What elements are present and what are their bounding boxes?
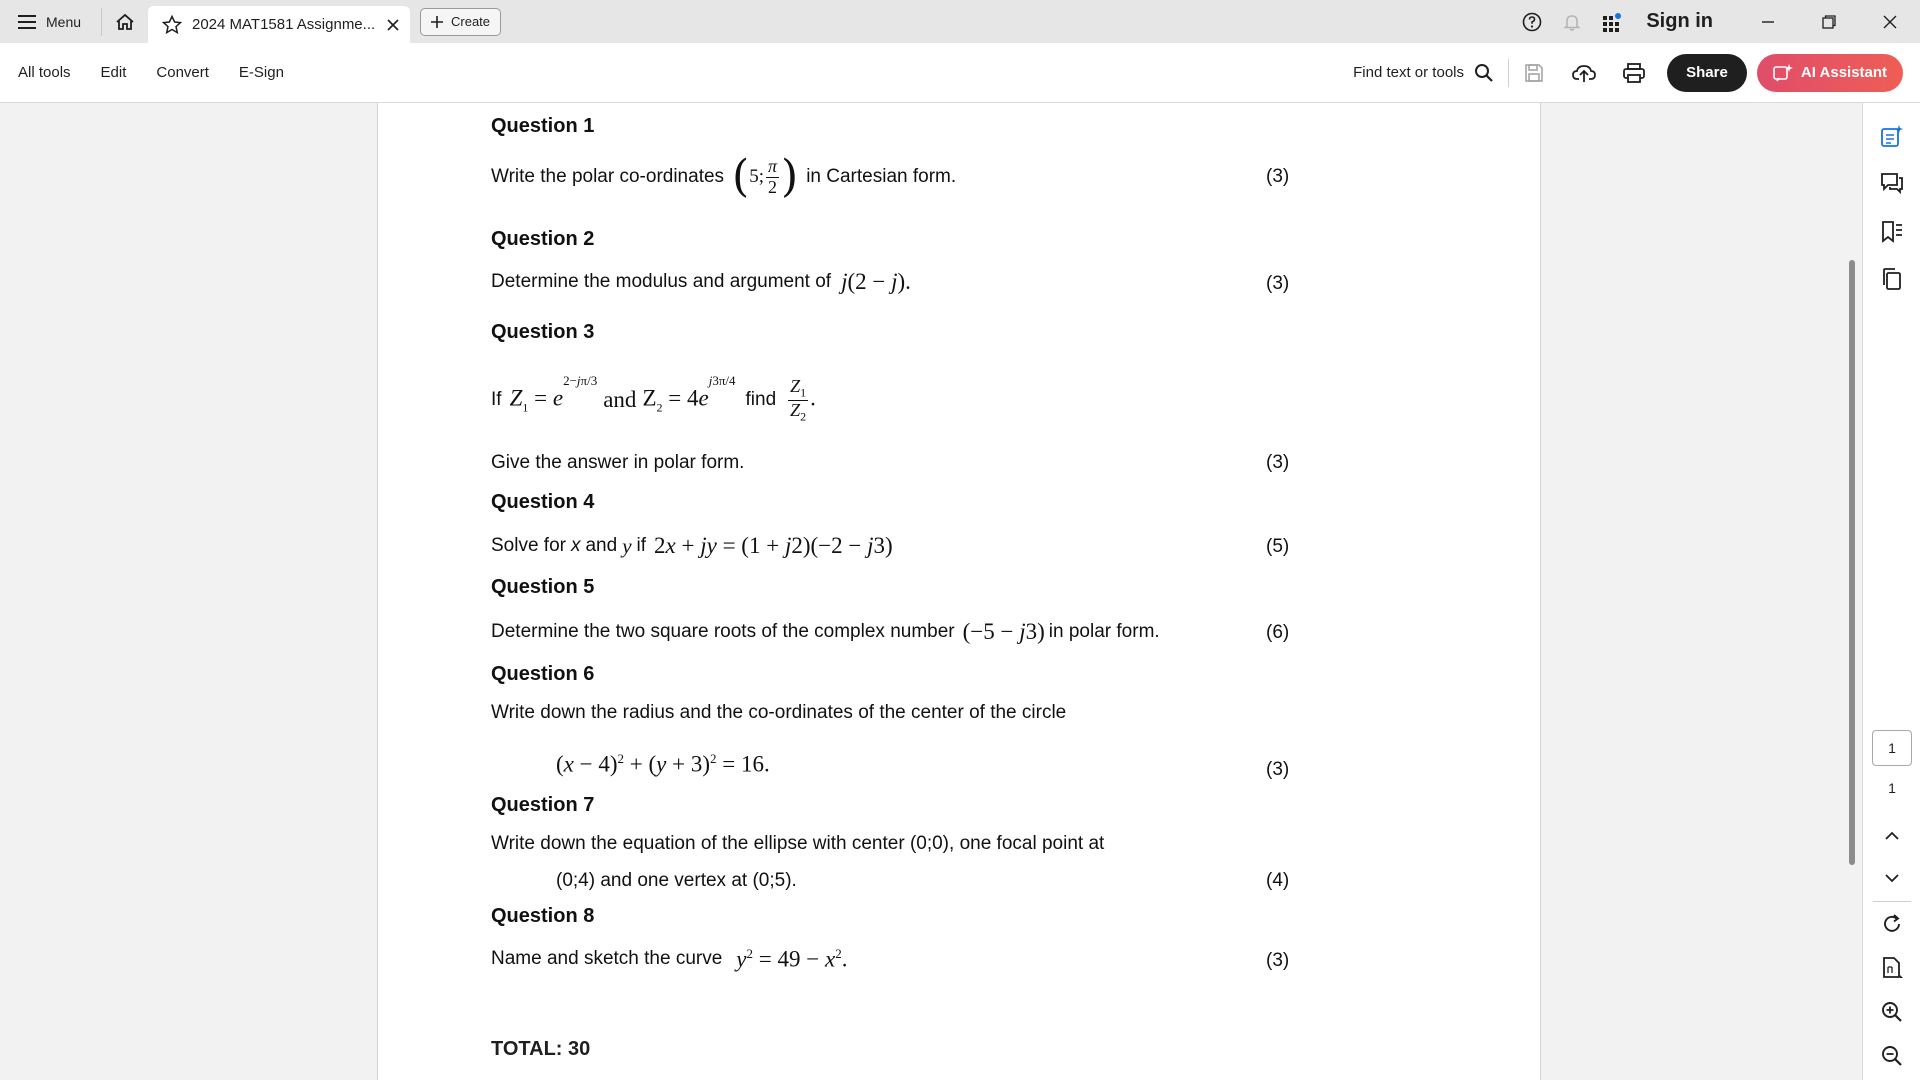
total-pages: 1 [1888, 780, 1896, 796]
question-7-line1: Write down the equation of the ellipse with center (0;0), one focal point at [491, 833, 1105, 854]
chevron-up-icon [1884, 831, 1900, 841]
minimize-button[interactable] [1737, 0, 1798, 43]
question-8-marks: (3) [1266, 950, 1290, 971]
question-4-heading: Question 4 [491, 491, 595, 513]
question-3-line2: Give the answer in polar form. [491, 452, 745, 473]
q3-text-find: find [745, 389, 777, 410]
main-toolbar [0, 43, 1920, 103]
print-button[interactable] [1609, 43, 1659, 103]
chevron-down-icon [1884, 873, 1900, 883]
page-size-icon [1880, 956, 1904, 980]
q3-math-z1: $Z_1 = e^{2-j\pi/3}$ [509, 372, 598, 415]
save-icon [1524, 63, 1544, 83]
scrollbar-thumb[interactable] [1849, 260, 1855, 865]
zoom-in-button[interactable] [1879, 999, 1905, 1025]
question-7-heading: Question 7 [491, 794, 595, 816]
previous-page-button[interactable] [1879, 823, 1905, 849]
cloud-upload-icon [1572, 63, 1596, 83]
question-6-marks: (3) [1266, 759, 1290, 780]
menu-e-sign[interactable]: E-Sign [238, 64, 284, 81]
q5-text-before: Determine the two square roots of the complex number [491, 621, 955, 642]
q2-math: j(2 − j). [841, 269, 911, 294]
q3-math-and: and [603, 387, 637, 412]
find-label: Find text or tools [1353, 64, 1464, 81]
question-8-heading: Question 8 [491, 905, 595, 927]
q4-text-if: if [636, 535, 647, 556]
create-label: Create [451, 14, 491, 29]
question-5-marks: (6) [1266, 622, 1290, 643]
q3-math-fraction: $\frac{Z_1}{Z_2}$ . [790, 375, 816, 424]
close-icon [1882, 14, 1898, 30]
create-button[interactable] [420, 8, 501, 36]
question-2-text [491, 269, 911, 295]
q4-var-y: y [622, 533, 632, 558]
close-window-button[interactable] [1859, 0, 1920, 43]
upload-cloud-button[interactable] [1559, 43, 1609, 103]
apps-grid-icon [1601, 11, 1623, 33]
menu-all-tools[interactable]: All tools [18, 64, 71, 81]
pages-button[interactable] [1879, 266, 1905, 292]
rotate-button[interactable] [1879, 911, 1905, 937]
question-2-marks: (3) [1266, 273, 1290, 294]
plus-icon [431, 16, 443, 28]
pdf-page [377, 103, 1541, 1080]
question-4-text [491, 533, 893, 559]
menu-button[interactable] [0, 8, 102, 36]
title-bar [0, 0, 1920, 43]
search-icon [1474, 63, 1494, 83]
question-5-heading: Question 5 [491, 576, 595, 598]
hamburger-icon [18, 15, 36, 29]
zoom-out-button[interactable] [1879, 1043, 1905, 1069]
question-5-text [491, 619, 1160, 645]
home-icon [115, 13, 135, 31]
question-6-heading: Question 6 [491, 663, 595, 685]
apps-button[interactable] [1592, 0, 1632, 43]
question-6-math [556, 751, 770, 778]
q4-math: 2x + jy = (1 + j2)(−2 − j3) [654, 533, 893, 558]
tab-title: 2024 MAT1581 Assignme... [192, 16, 376, 33]
bookmarks-button[interactable] [1879, 219, 1905, 245]
home-button[interactable] [102, 0, 148, 43]
current-page-input[interactable]: 1 [1872, 730, 1912, 766]
question-3-heading: Question 3 [491, 321, 595, 343]
comments-button[interactable] [1879, 170, 1905, 196]
q6-math: $(x - 4)^2 + (y + 3)^2 = 16$. [556, 751, 770, 777]
total-marks: TOTAL: 30 [491, 1038, 591, 1060]
pages-icon [1880, 267, 1904, 291]
question-7-marks: (4) [1266, 870, 1290, 891]
help-button[interactable] [1512, 0, 1552, 43]
question-1-text [491, 147, 956, 207]
close-tab-icon[interactable] [386, 18, 400, 32]
q3-text-before: If [491, 389, 502, 410]
q4-var-x: x [570, 535, 581, 556]
sign-in-link[interactable]: Sign in [1646, 10, 1713, 32]
rail-separator [1873, 901, 1911, 902]
zoom-in-icon [1881, 1001, 1903, 1023]
printer-icon [1623, 63, 1645, 83]
q8-text-before: Name and sketch the curve [491, 948, 723, 970]
question-2-heading: Question 2 [491, 228, 595, 250]
q1-text-before: Write the polar co-ordinates [491, 166, 725, 187]
ai-edit-icon [1880, 124, 1904, 148]
q4-text-before: Solve for [491, 535, 566, 556]
question-6-line1: Write down the radius and the co-ordinates of the center of the circle [491, 702, 1067, 723]
find-text-or-tools[interactable] [1353, 59, 1509, 87]
share-button[interactable]: Share [1667, 54, 1747, 92]
refresh-icon [1881, 913, 1903, 935]
menu-convert[interactable]: Convert [156, 64, 209, 81]
question-3-marks: (3) [1266, 452, 1290, 473]
q8-math: $y^2 = 49 - x^2$. [736, 946, 848, 972]
page-fit-button[interactable] [1879, 955, 1905, 981]
menu-edit[interactable]: Edit [100, 64, 127, 81]
q1-math: ( 5; $\frac{\pi}{2}$ ) [732, 151, 799, 202]
question-3-text [491, 365, 816, 435]
menu-label: Menu [46, 13, 82, 30]
q3-math-z2: $Z_2 = 4e^{j3\pi/4}$ [642, 372, 736, 415]
right-panel-rail [1862, 103, 1920, 1080]
question-4-marks: (5) [1266, 536, 1290, 557]
ai-assistant-icon [1773, 63, 1793, 83]
minimize-icon [1760, 14, 1776, 30]
document-viewport[interactable] [0, 103, 1844, 1080]
notifications-button[interactable] [1552, 0, 1592, 43]
bell-icon [1562, 12, 1582, 32]
q4-text-and: and [585, 535, 618, 556]
q1-text-after: in Cartesian form. [806, 166, 957, 187]
q5-math: (−5 − j3) [962, 619, 1045, 644]
ai-assistant-label: AI Assistant [1800, 64, 1888, 81]
question-7-line2: (0;4) and one vertex at (0;5). [556, 870, 797, 891]
ai-assistant-button[interactable] [1757, 54, 1903, 92]
question-8-text [491, 946, 847, 973]
ai-edit-button[interactable] [1879, 123, 1905, 149]
star-icon[interactable] [162, 15, 182, 35]
q2-text-before: Determine the modulus and argument of [491, 271, 832, 292]
restore-icon [1821, 14, 1837, 30]
document-tab[interactable] [148, 6, 410, 43]
save-button[interactable] [1509, 43, 1559, 103]
question-1-heading: Question 1 [491, 115, 595, 137]
bookmarks-icon [1880, 220, 1904, 244]
q5-text-after: in polar form. [1048, 621, 1160, 642]
zoom-out-icon [1881, 1045, 1903, 1067]
question-1-marks: (3) [1266, 166, 1290, 187]
help-icon [1522, 12, 1542, 32]
comments-icon [1880, 171, 1904, 195]
restore-button[interactable] [1798, 0, 1859, 43]
next-page-button[interactable] [1879, 865, 1905, 891]
